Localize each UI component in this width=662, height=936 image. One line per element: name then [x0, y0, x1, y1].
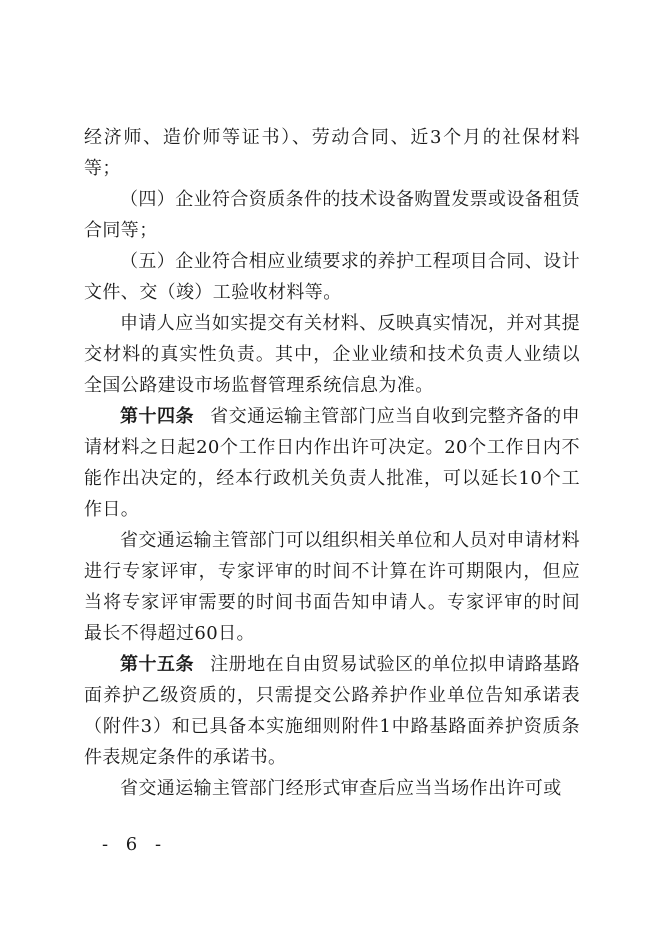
paragraph-item-4: （四）企业符合资质条件的技术设备购置发票或设备租赁合同等；: [84, 189, 580, 241]
paragraph-continuation: 经济师、造价师等证书）、劳动合同、近3个月的社保材料等；: [84, 127, 580, 179]
paragraph-article-14: 第十四条 省交通运输主管部门应当自收到完整齐备的申请材料之日起20个工作日内作出许可决定。20个工作日内不能作出决定的，经本行政机关负责人批准，可以延长10个工作日。: [84, 406, 580, 520]
page-number: - 6 -: [102, 834, 168, 855]
paragraph-expert-review: 省交通运输主管部门可以组织相关单位和人员对申请材料进行专家评审，专家评审的时间不计算在许可期限内，但应当将专家评审需要的时间书面告知申请人。专家评审的时间最长不得超过60日。: [84, 530, 580, 644]
paragraph-item-5: （五）企业符合相应业绩要求的养护工程项目合同、设计文件、交（竣）工验收材料等。: [84, 251, 580, 303]
article-heading-15: 第十五条: [120, 654, 194, 675]
article-heading-14: 第十四条: [120, 406, 194, 427]
paragraph-article-15: 第十五条 注册地在自由贸易试验区的单位拟申请路基路面养护乙级资质的，只需提交公路养护作业单位告知承诺表（附件3）和已具备本实施细则附件1中路基路面养护资质条件表规定条件的承诺书。: [84, 654, 580, 768]
paragraph-applicant-responsibility: 申请人应当如实提交有关材料、反映真实情况，并对其提交材料的真实性负责。其中，企业业绩和技术负责人业绩以全国公路建设市场监督管理系统信息为准。: [84, 313, 580, 396]
document-body: [84, 122, 580, 804]
paragraph-formal-review: 省交通运输主管部门经形式审查后应当当场作出许可或: [120, 778, 562, 799]
